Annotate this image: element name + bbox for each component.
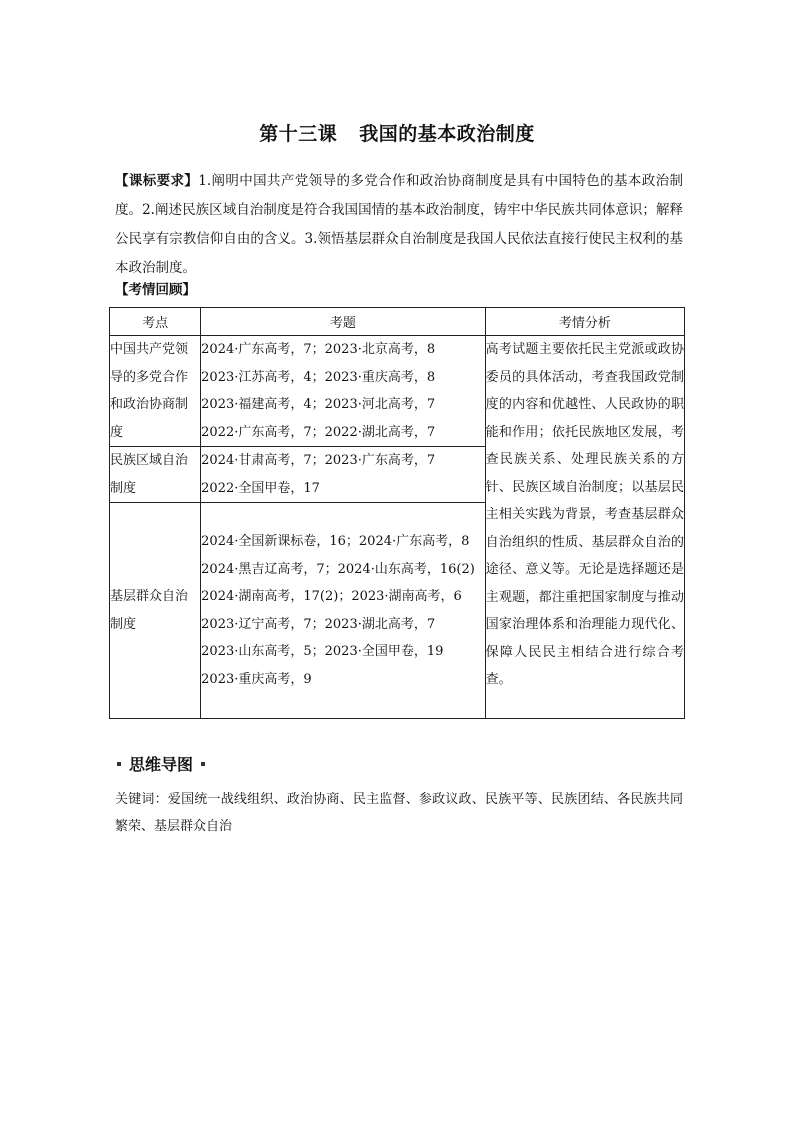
question-line: 2024·甘肃高考，7；2023·广东高考，7 <box>201 453 436 468</box>
point-cell: 民族区域自治制度 <box>110 447 201 503</box>
standard-tag: 【课标要求】 <box>115 173 199 189</box>
point-cell: 基层群众自治制度 <box>110 503 201 719</box>
lesson-name: 我国的基本政治制度 <box>359 123 535 145</box>
analysis-cell: 高考试题主要依托民主党派或政协委员的具体活动，考查我国政党制度的内容和优越性、人民政协的职能和作用；依托民族地区发展，考查民族关系、处理民族关系的方针、民族区域自治制度；以基层民主相关实践为背景，考查基层群众自治组织的性质、基层群众自治的途径、意义等。无论是选择题还是主观题，都注重把国家制度与推动国家治理体系和治理能力现代化、保障人民民主相结合进行综合考查。 <box>485 336 684 719</box>
mindmap-keywords: 关键词：爱国统一战线组织、政治协商、民主监督、参政议政、民族平等、民族团结、各民族共同繁荣、基层群众自治 <box>115 792 683 834</box>
question-line: 2022·广东高考，7；2022·湖北高考，7 <box>201 424 436 440</box>
table-header-row <box>110 308 685 336</box>
curriculum-standard <box>115 167 683 283</box>
lesson-number: 第十三课 <box>259 123 338 145</box>
review-label: 【考情回顾】 <box>115 282 196 298</box>
question-line: 2023·重庆高考，9 <box>201 671 312 687</box>
questions-cell <box>201 503 485 719</box>
questions-cell <box>201 447 485 503</box>
header-point: 考点 <box>110 308 201 336</box>
mindmap-heading <box>115 752 207 775</box>
header-analysis: 考情分析 <box>485 308 684 336</box>
table-row <box>110 336 685 447</box>
exam-review-table <box>109 307 685 719</box>
question-line: 2023·福建高考，4；2023·河北高考，7 <box>201 397 436 412</box>
question-line: 2023·辽宁高考，7；2023·湖北高考，7 <box>201 616 436 632</box>
question-line: 2023·江苏高考，4；2023·重庆高考，8 <box>201 369 436 385</box>
question-line: 2023·山东高考，5；2023·全国甲卷，19 <box>201 644 444 659</box>
mindmap-title: 思维导图 <box>129 755 194 774</box>
question-line: 2024·湖南高考，17(2)；2023·湖南高考，6 <box>201 589 462 604</box>
questions-cell <box>201 336 485 447</box>
question-line: 2024·黑吉辽高考，7；2024·山东高考，16(2) <box>201 561 475 577</box>
standard-text: 1.阐明中国共产党领导的多党合作和政治协商制度是具有中国特色的基本政治制度。2.阐述民族区域自治制度是符合我国国情的基本政治制度，铸牢中华民族共同体意识；解释公民享有宗教信仰自由的含义。3.领悟基层群众自治制度是我国人民依法直接行使民主权利的基本政治制度。 <box>115 173 684 276</box>
header-questions: 考题 <box>201 308 485 336</box>
point-cell: 中国共产党领导的多党合作和政治协商制度 <box>110 336 201 447</box>
question-line: 2024·全国新课标卷，16；2024·广东高考，8 <box>201 534 470 549</box>
page-title <box>0 119 794 146</box>
square-bullet-icon <box>201 762 205 766</box>
square-bullet-icon <box>117 762 121 766</box>
question-line: 2022·全国甲卷，17 <box>201 480 320 496</box>
question-line: 2024·广东高考，7；2023·北京高考，8 <box>201 342 436 357</box>
